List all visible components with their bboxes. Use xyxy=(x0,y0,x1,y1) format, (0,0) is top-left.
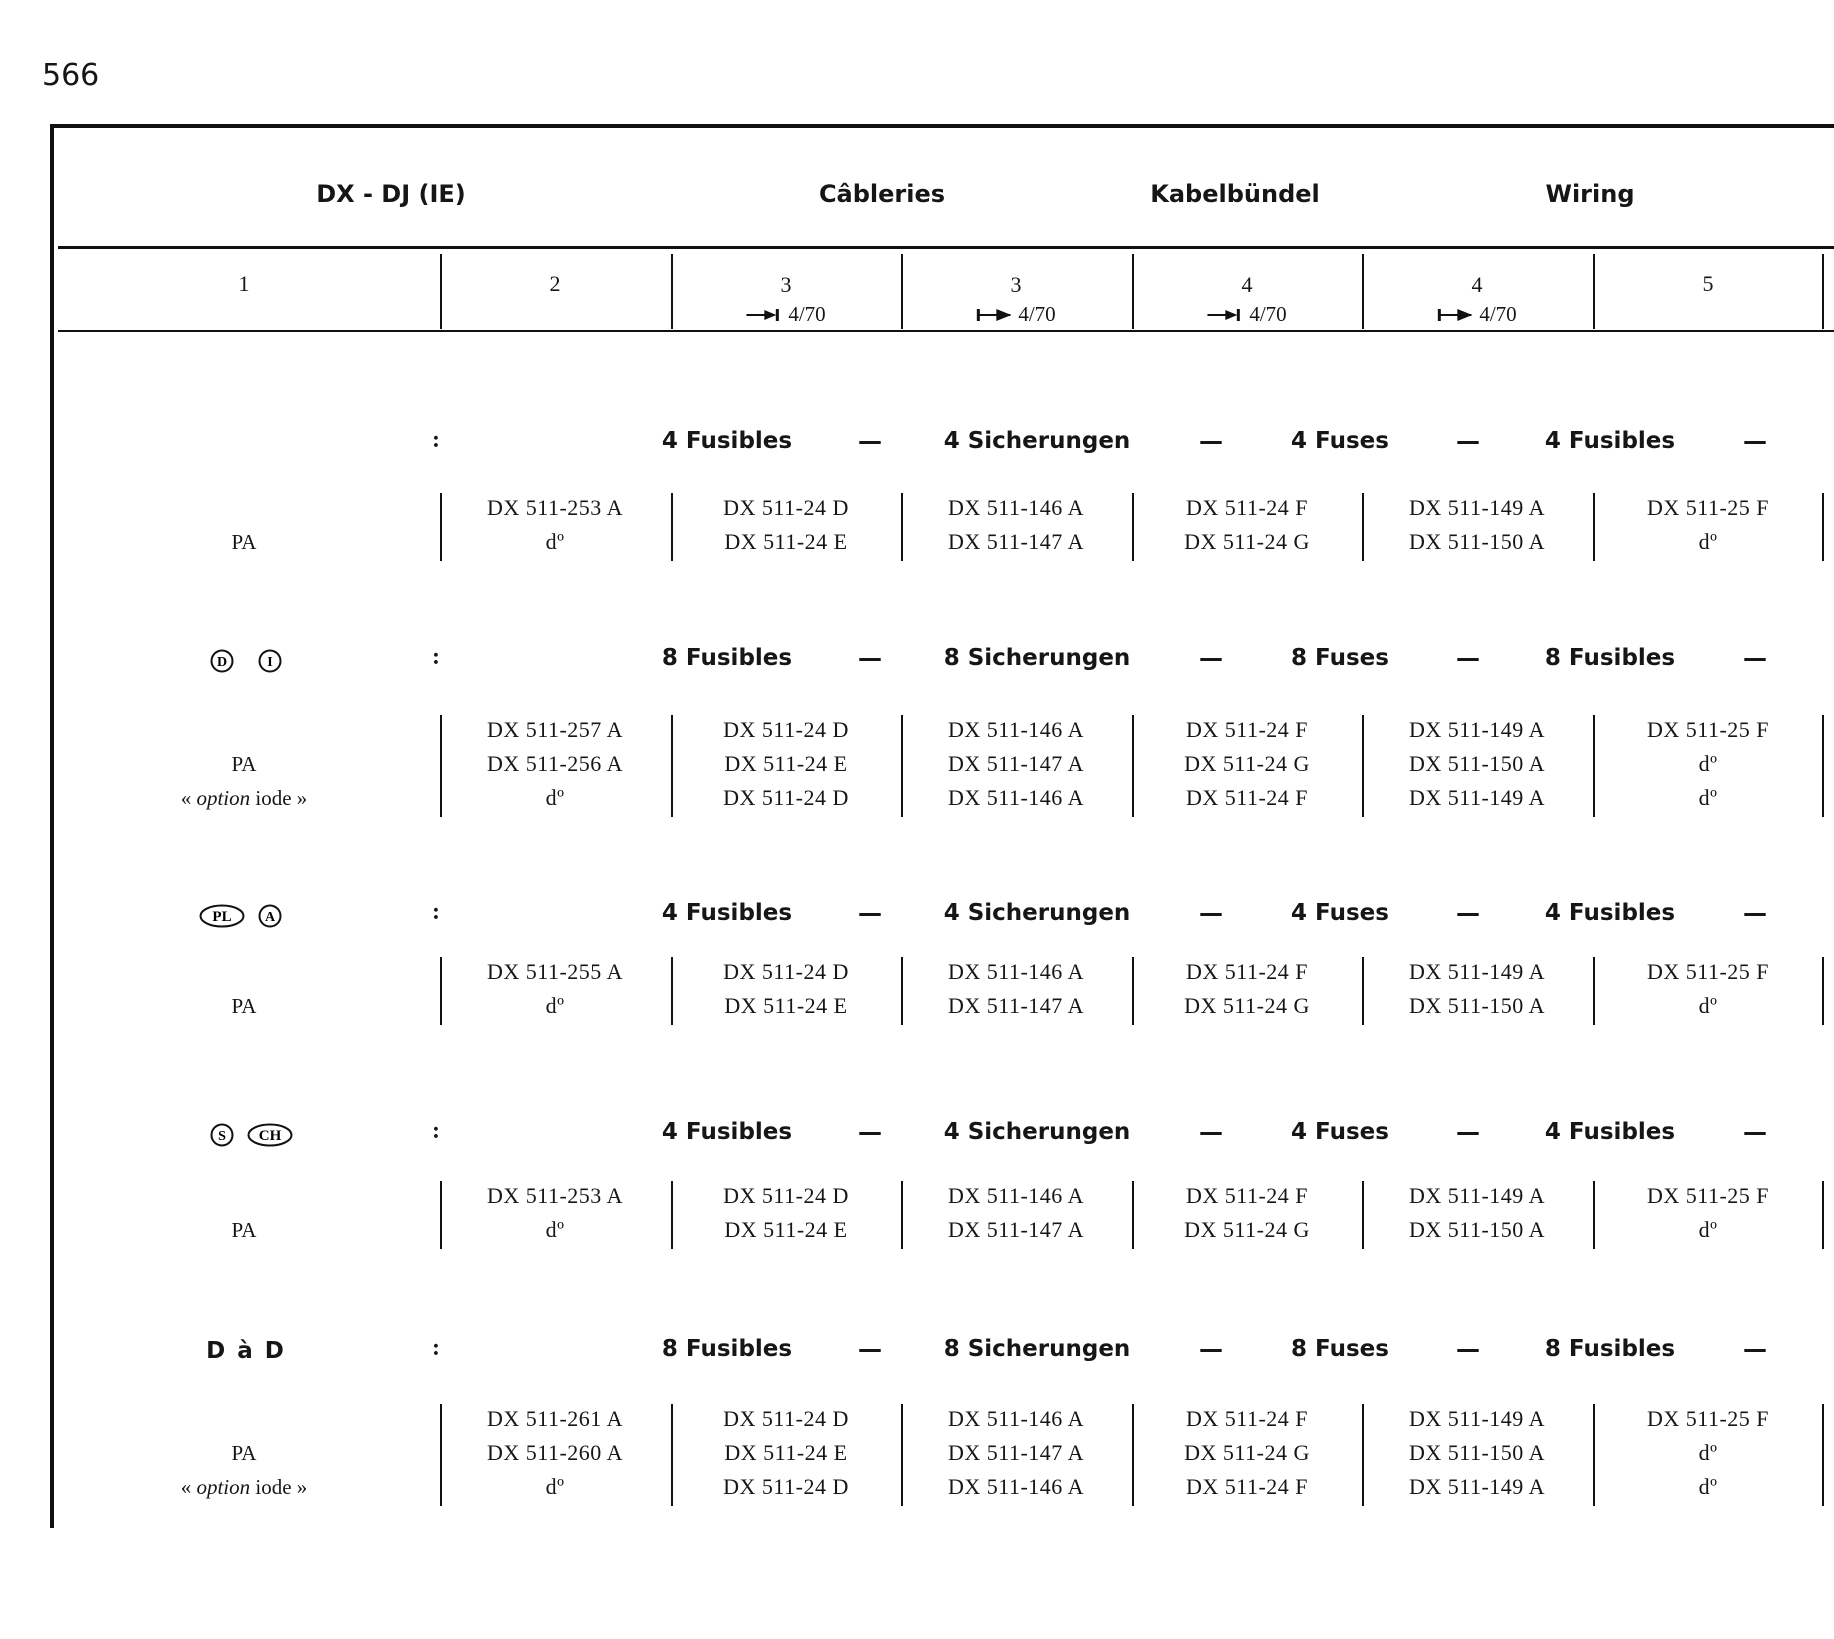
fuse-count: 4 Sicherungen xyxy=(943,1119,1131,1145)
cell-divider xyxy=(1822,715,1824,817)
part-cell xyxy=(487,491,623,559)
part-number: DX 511-24 D xyxy=(723,717,849,742)
title-de: Kabelbündel xyxy=(1150,180,1320,208)
cell-divider xyxy=(1362,957,1364,1025)
frame-left-border xyxy=(50,124,54,1528)
separator-dash: — xyxy=(1199,1118,1223,1146)
part-number: DX 511-146 A xyxy=(948,1406,1084,1431)
separator-dash: — xyxy=(1456,427,1480,455)
fuse-count: 4 Fusibles xyxy=(1544,900,1676,926)
fuse-count: 4 Fusibles xyxy=(661,1119,793,1145)
column-validity-date: 4/70 xyxy=(788,302,826,326)
part-number: DX 511-150 A xyxy=(1409,993,1545,1018)
separator-dash: — xyxy=(1456,1118,1480,1146)
ditto-mark: dº xyxy=(545,529,565,554)
separator-dash: — xyxy=(1743,899,1767,927)
column-number: 2 xyxy=(549,271,561,296)
part-number: DX 511-146 A xyxy=(948,717,1084,742)
cell-divider xyxy=(1132,957,1134,1025)
part-number: DX 511-149 A xyxy=(1409,959,1545,984)
part-number: DX 511-147 A xyxy=(948,1440,1084,1465)
ditto-mark: dº xyxy=(545,993,565,1018)
part-cell xyxy=(1647,1402,1769,1504)
part-cell xyxy=(487,1402,623,1504)
part-number: DX 511-24 F xyxy=(1185,717,1309,742)
part-cell xyxy=(1184,955,1310,1023)
part-number: DX 511-261 A xyxy=(487,1406,623,1431)
ditto-mark: dº xyxy=(545,785,565,810)
part-cell xyxy=(1409,1402,1545,1504)
part-number: DX 511-24 D xyxy=(723,959,849,984)
part-number: DX 511-24 G xyxy=(1184,529,1310,554)
column-validity-date: 4/70 xyxy=(1479,302,1517,326)
fuse-count: 8 Fuses xyxy=(1291,1336,1389,1362)
part-cell xyxy=(487,955,623,1023)
ditto-mark: dº xyxy=(1698,751,1718,776)
part-number: DX 511-25 F xyxy=(1646,495,1770,520)
fuse-count: 8 Fusibles xyxy=(661,1336,793,1362)
part-number: DX 511-24 F xyxy=(1185,495,1309,520)
fuse-count: 4 Fuses xyxy=(1291,900,1389,926)
fuse-count: 8 Fusibles xyxy=(1544,645,1676,671)
cell-divider xyxy=(1822,957,1824,1025)
cell-divider xyxy=(1822,493,1824,561)
separator-dash: — xyxy=(1743,427,1767,455)
row-type: PA xyxy=(231,994,257,1018)
separator-dash: — xyxy=(1199,427,1223,455)
fuse-count: 8 Sicherungen xyxy=(943,645,1131,671)
separator-dash: — xyxy=(1456,1335,1480,1363)
part-cell xyxy=(723,491,849,559)
row-type: PA xyxy=(231,752,257,776)
cell-divider xyxy=(901,957,903,1025)
cell-divider xyxy=(1132,715,1134,817)
separator-dash: — xyxy=(1743,644,1767,672)
cell-divider xyxy=(1362,1404,1364,1506)
part-number: DX 511-147 A xyxy=(948,1217,1084,1242)
column-header-divider xyxy=(1362,254,1364,329)
column-header-divider xyxy=(671,254,673,329)
cell-divider xyxy=(1132,493,1134,561)
part-number: DX 511-257 A xyxy=(487,717,623,742)
cell-divider xyxy=(901,715,903,817)
row-label xyxy=(232,1213,257,1247)
cell-divider xyxy=(1132,1181,1134,1249)
column-validity xyxy=(976,302,1055,327)
column-number: 4 xyxy=(1241,272,1253,297)
part-number: DX 511-149 A xyxy=(1409,785,1545,810)
row-option: « option iode » xyxy=(180,786,308,810)
row-label xyxy=(232,989,257,1023)
column-validity-date: 4/70 xyxy=(1249,302,1287,326)
part-cell xyxy=(1647,955,1769,1023)
market-badge-icon xyxy=(210,1123,234,1147)
part-number: DX 511-24 E xyxy=(724,1217,848,1242)
market-label: D à D xyxy=(206,1338,286,1364)
part-number: DX 511-25 F xyxy=(1646,717,1770,742)
separator-dash: — xyxy=(1456,644,1480,672)
fuse-count: 4 Fuses xyxy=(1291,1119,1389,1145)
cell-divider xyxy=(1593,1181,1595,1249)
row-type: PA xyxy=(231,530,257,554)
cell-divider xyxy=(440,715,442,817)
column-validity xyxy=(1437,302,1516,327)
part-cell xyxy=(723,1179,849,1247)
header-rule xyxy=(58,246,1834,249)
part-number: DX 511-146 A xyxy=(948,1183,1084,1208)
part-number: DX 511-24 F xyxy=(1185,1474,1309,1499)
ditto-mark: dº xyxy=(1698,529,1718,554)
cell-divider xyxy=(1362,715,1364,817)
part-number: DX 511-255 A xyxy=(487,959,623,984)
cell-divider xyxy=(1822,1181,1824,1249)
column-number: 4 xyxy=(1471,272,1483,297)
part-number: DX 511-25 F xyxy=(1646,1406,1770,1431)
row-label xyxy=(181,1436,308,1504)
column-number: 3 xyxy=(1010,272,1022,297)
arrow-to-bar-icon xyxy=(746,308,782,322)
row-type: PA xyxy=(231,1218,257,1242)
market-code: A xyxy=(264,910,276,925)
part-cell xyxy=(1409,491,1545,559)
part-cell xyxy=(1647,491,1769,559)
column-validity-date: 4/70 xyxy=(1018,302,1056,326)
colon: : xyxy=(432,427,440,453)
column-header-divider xyxy=(901,254,903,329)
separator-dash: — xyxy=(1743,1335,1767,1363)
ditto-mark: dº xyxy=(1698,1217,1718,1242)
part-number: DX 511-24 E xyxy=(724,993,848,1018)
part-number: DX 511-24 D xyxy=(723,785,849,810)
arrow-to-bar-icon xyxy=(1207,308,1243,322)
cell-divider xyxy=(901,493,903,561)
fuse-count: 4 Fusibles xyxy=(661,428,793,454)
column-header-divider xyxy=(440,254,442,329)
market-code: PL xyxy=(212,909,232,925)
separator-dash: — xyxy=(1199,899,1223,927)
ditto-mark: dº xyxy=(1698,785,1718,810)
part-number: DX 511-24 G xyxy=(1184,1217,1310,1242)
part-number: DX 511-253 A xyxy=(487,1183,623,1208)
colon: : xyxy=(432,899,440,925)
part-cell xyxy=(1647,1179,1769,1247)
cell-divider xyxy=(901,1181,903,1249)
part-number: DX 511-147 A xyxy=(948,529,1084,554)
title-en: Wiring xyxy=(1545,180,1635,208)
part-cell xyxy=(487,713,623,815)
part-number: DX 511-150 A xyxy=(1409,1440,1545,1465)
part-cell xyxy=(1409,713,1545,815)
separator-dash: — xyxy=(1456,899,1480,927)
colon: : xyxy=(432,1118,440,1144)
part-number: DX 511-147 A xyxy=(948,993,1084,1018)
part-number: DX 511-24 F xyxy=(1185,785,1309,810)
row-option: « option iode » xyxy=(180,1475,308,1499)
part-number: DX 511-149 A xyxy=(1409,717,1545,742)
part-number: DX 511-256 A xyxy=(487,751,623,776)
cell-divider xyxy=(671,493,673,561)
market-code: I xyxy=(267,655,273,670)
part-number: DX 511-24 G xyxy=(1184,1440,1310,1465)
row-label xyxy=(181,747,308,815)
part-cell xyxy=(723,1402,849,1504)
title-fr: Câbleries xyxy=(818,180,946,208)
part-cell xyxy=(948,1179,1084,1247)
cell-divider xyxy=(1822,1404,1824,1506)
colon: : xyxy=(432,1335,440,1361)
column-header-divider xyxy=(1593,254,1595,329)
separator-dash: — xyxy=(858,1335,882,1363)
fuse-count: 8 Fusibles xyxy=(1544,1336,1676,1362)
market-code: S xyxy=(218,1129,226,1144)
column-number: 5 xyxy=(1702,271,1714,296)
part-number: DX 511-146 A xyxy=(948,785,1084,810)
part-number: DX 511-149 A xyxy=(1409,1183,1545,1208)
part-number: DX 511-24 D xyxy=(723,495,849,520)
part-number: DX 511-146 A xyxy=(948,495,1084,520)
part-cell xyxy=(1409,1179,1545,1247)
part-cell xyxy=(948,713,1084,815)
part-cell xyxy=(1184,491,1310,559)
bar-to-arrow-icon xyxy=(976,308,1012,322)
part-number: DX 511-146 A xyxy=(948,959,1084,984)
part-number: DX 511-147 A xyxy=(948,751,1084,776)
part-number: DX 511-24 G xyxy=(1184,751,1310,776)
ditto-mark: dº xyxy=(545,1474,565,1499)
ditto-mark: dº xyxy=(1698,1440,1718,1465)
part-number: DX 511-149 A xyxy=(1409,1406,1545,1431)
cell-divider xyxy=(671,957,673,1025)
cell-divider xyxy=(1362,493,1364,561)
fuse-count: 8 Sicherungen xyxy=(943,1336,1131,1362)
part-cell xyxy=(1184,1179,1310,1247)
cell-divider xyxy=(1593,1404,1595,1506)
fuse-count: 4 Sicherungen xyxy=(943,900,1131,926)
model-title: DX - DJ (IE) xyxy=(316,180,466,208)
cell-divider xyxy=(440,493,442,561)
cell-divider xyxy=(1132,1404,1134,1506)
separator-dash: — xyxy=(1743,1118,1767,1146)
column-number: 1 xyxy=(238,271,250,296)
part-cell xyxy=(948,491,1084,559)
separator-dash: — xyxy=(858,899,882,927)
fuse-count: 4 Fusibles xyxy=(1544,428,1676,454)
part-number: DX 511-24 D xyxy=(723,1474,849,1499)
row-type: PA xyxy=(231,1441,257,1465)
ditto-mark: dº xyxy=(1698,1474,1718,1499)
part-cell xyxy=(1184,1402,1310,1504)
part-number: DX 511-24 F xyxy=(1185,959,1309,984)
part-number: DX 511-150 A xyxy=(1409,529,1545,554)
cell-divider xyxy=(440,957,442,1025)
part-cell xyxy=(1409,955,1545,1023)
cell-divider xyxy=(440,1404,442,1506)
part-cell xyxy=(487,1179,623,1247)
part-cell xyxy=(1647,713,1769,815)
fuse-count: 4 Fuses xyxy=(1291,428,1389,454)
colon: : xyxy=(432,644,440,670)
market-badge-icon xyxy=(247,1123,293,1147)
fuse-count: 4 Sicherungen xyxy=(943,428,1131,454)
separator-dash: — xyxy=(1199,644,1223,672)
cell-divider xyxy=(1593,715,1595,817)
fuse-count: 4 Fusibles xyxy=(1544,1119,1676,1145)
part-number: DX 511-24 F xyxy=(1185,1183,1309,1208)
frame-top-border xyxy=(50,124,1834,128)
row-label xyxy=(232,525,257,559)
part-number: DX 511-24 F xyxy=(1185,1406,1309,1431)
cell-divider xyxy=(1593,957,1595,1025)
part-cell xyxy=(948,955,1084,1023)
fuse-count: 4 Fusibles xyxy=(661,900,793,926)
market-badge-icon xyxy=(210,649,234,673)
bar-to-arrow-icon xyxy=(1437,308,1473,322)
part-number: DX 511-24 D xyxy=(723,1183,849,1208)
part-number: DX 511-25 F xyxy=(1646,959,1770,984)
column-header-divider xyxy=(1132,254,1134,329)
part-cell xyxy=(723,955,849,1023)
cell-divider xyxy=(1593,493,1595,561)
market-code: D xyxy=(216,655,228,670)
part-number: DX 511-253 A xyxy=(487,495,623,520)
part-number: DX 511-24 E xyxy=(724,529,848,554)
cell-divider xyxy=(1362,1181,1364,1249)
column-header-rule xyxy=(58,330,1834,332)
separator-dash: — xyxy=(1199,1335,1223,1363)
part-number: DX 511-24 E xyxy=(724,751,848,776)
column-header-divider xyxy=(1822,254,1824,329)
part-number: DX 511-149 A xyxy=(1409,1474,1545,1499)
part-number: DX 511-24 E xyxy=(724,1440,848,1465)
separator-dash: — xyxy=(858,427,882,455)
part-number: DX 511-24 D xyxy=(723,1406,849,1431)
part-number: DX 511-149 A xyxy=(1409,495,1545,520)
ditto-mark: dº xyxy=(1698,993,1718,1018)
cell-divider xyxy=(671,1181,673,1249)
part-number: DX 511-150 A xyxy=(1409,751,1545,776)
fuse-count: 8 Fusibles xyxy=(661,645,793,671)
market-code: CH xyxy=(258,1128,282,1144)
cell-divider xyxy=(440,1181,442,1249)
cell-divider xyxy=(671,715,673,817)
separator-dash: — xyxy=(858,1118,882,1146)
page-number: 566 xyxy=(42,58,100,93)
fuse-count: 8 Fuses xyxy=(1291,645,1389,671)
cell-divider xyxy=(671,1404,673,1506)
market-badge-icon xyxy=(258,649,282,673)
separator-dash: — xyxy=(858,644,882,672)
part-number: DX 511-24 G xyxy=(1184,993,1310,1018)
part-number: DX 511-150 A xyxy=(1409,1217,1545,1242)
market-badge-icon xyxy=(199,904,245,928)
part-cell xyxy=(1184,713,1310,815)
part-number: DX 511-260 A xyxy=(487,1440,623,1465)
part-number: DX 511-146 A xyxy=(948,1474,1084,1499)
cell-divider xyxy=(901,1404,903,1506)
part-number: DX 511-25 F xyxy=(1646,1183,1770,1208)
column-number: 3 xyxy=(780,272,792,297)
market-badge-icon xyxy=(258,904,282,928)
column-validity xyxy=(1207,302,1286,327)
ditto-mark: dº xyxy=(545,1217,565,1242)
part-cell xyxy=(723,713,849,815)
column-validity xyxy=(746,302,825,327)
part-cell xyxy=(948,1402,1084,1504)
